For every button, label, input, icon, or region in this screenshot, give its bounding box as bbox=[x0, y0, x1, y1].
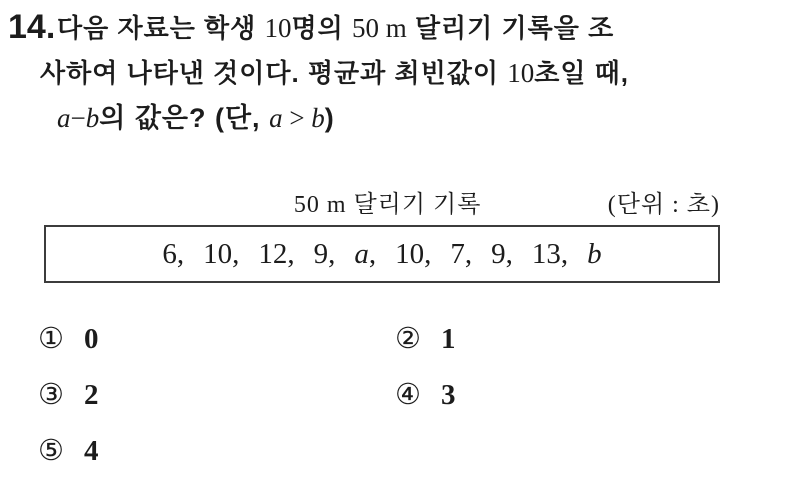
question-number-segment: 10 bbox=[507, 58, 535, 88]
table-unit-label: (단위 : 초) bbox=[607, 192, 720, 218]
circled-number-icon: ③ bbox=[38, 379, 64, 411]
circled-number-icon: ④ bbox=[395, 379, 421, 411]
data-value: 13 bbox=[531, 237, 561, 270]
data-value: 9 bbox=[313, 237, 329, 270]
separator: , bbox=[328, 237, 336, 270]
math-variable: a bbox=[57, 103, 71, 133]
question-line-2 bbox=[40, 51, 806, 96]
question-text-segment: 의 값은? (단, bbox=[99, 103, 270, 133]
choice-1 bbox=[38, 322, 395, 356]
separator: , bbox=[368, 237, 377, 270]
data-value-variable-b: b bbox=[587, 237, 602, 270]
data-table-block bbox=[44, 184, 720, 283]
data-value-variable-a: a bbox=[354, 237, 369, 270]
math-variable: a bbox=[269, 103, 283, 133]
question-number-segment: 10 bbox=[264, 13, 292, 43]
data-value: 7 bbox=[450, 237, 465, 270]
data-value: 10 bbox=[203, 237, 233, 270]
data-value: 12 bbox=[258, 237, 288, 270]
separator: , bbox=[464, 237, 473, 270]
choice-value: 3 bbox=[441, 379, 456, 411]
circled-number-icon: ① bbox=[38, 323, 64, 355]
choice-2 bbox=[395, 322, 456, 356]
data-value: 10 bbox=[395, 237, 425, 270]
question-text-segment: 달리기 기록을 조 bbox=[406, 13, 615, 43]
separator: , bbox=[505, 237, 513, 270]
circled-number-icon: ⑤ bbox=[38, 435, 64, 467]
choice-3 bbox=[38, 378, 395, 412]
separator: , bbox=[176, 237, 185, 270]
question-text-segment: 사하여 나타낸 것이다. 평균과 최빈값이 bbox=[40, 58, 508, 88]
choice-value: 0 bbox=[84, 323, 99, 355]
question-line-1 bbox=[57, 6, 806, 51]
math-variable: b bbox=[311, 103, 325, 133]
question-text-segment: ) bbox=[324, 103, 335, 133]
choice-value: 4 bbox=[84, 435, 99, 467]
choice-value: 2 bbox=[84, 379, 99, 411]
question-text-segment: 명의 bbox=[291, 13, 352, 43]
data-value: 9 bbox=[491, 237, 506, 270]
choice-5 bbox=[38, 434, 395, 468]
table-title: 50 m 달리기 기록 bbox=[293, 192, 482, 218]
question-text-segment: 다음 자료는 학생 bbox=[57, 13, 265, 43]
data-value: 6 bbox=[162, 237, 177, 270]
question-number-segment: 50 m bbox=[351, 13, 407, 43]
math-operator: − bbox=[70, 103, 86, 133]
question-line-3 bbox=[57, 96, 806, 141]
question-number: 14. bbox=[8, 8, 56, 46]
circled-number-icon: ② bbox=[395, 323, 421, 355]
choice-4 bbox=[395, 378, 456, 412]
answer-choices bbox=[38, 322, 456, 468]
data-values-box bbox=[44, 225, 720, 283]
separator: , bbox=[424, 237, 432, 270]
math-operator: > bbox=[282, 103, 312, 133]
question-block bbox=[0, 6, 806, 141]
question-text-segment: 초일 때, bbox=[534, 58, 629, 88]
separator: , bbox=[232, 237, 240, 270]
choice-value: 1 bbox=[441, 323, 456, 355]
math-variable: b bbox=[85, 103, 100, 133]
separator: , bbox=[287, 237, 295, 270]
table-caption bbox=[44, 184, 720, 216]
separator: , bbox=[560, 237, 569, 270]
